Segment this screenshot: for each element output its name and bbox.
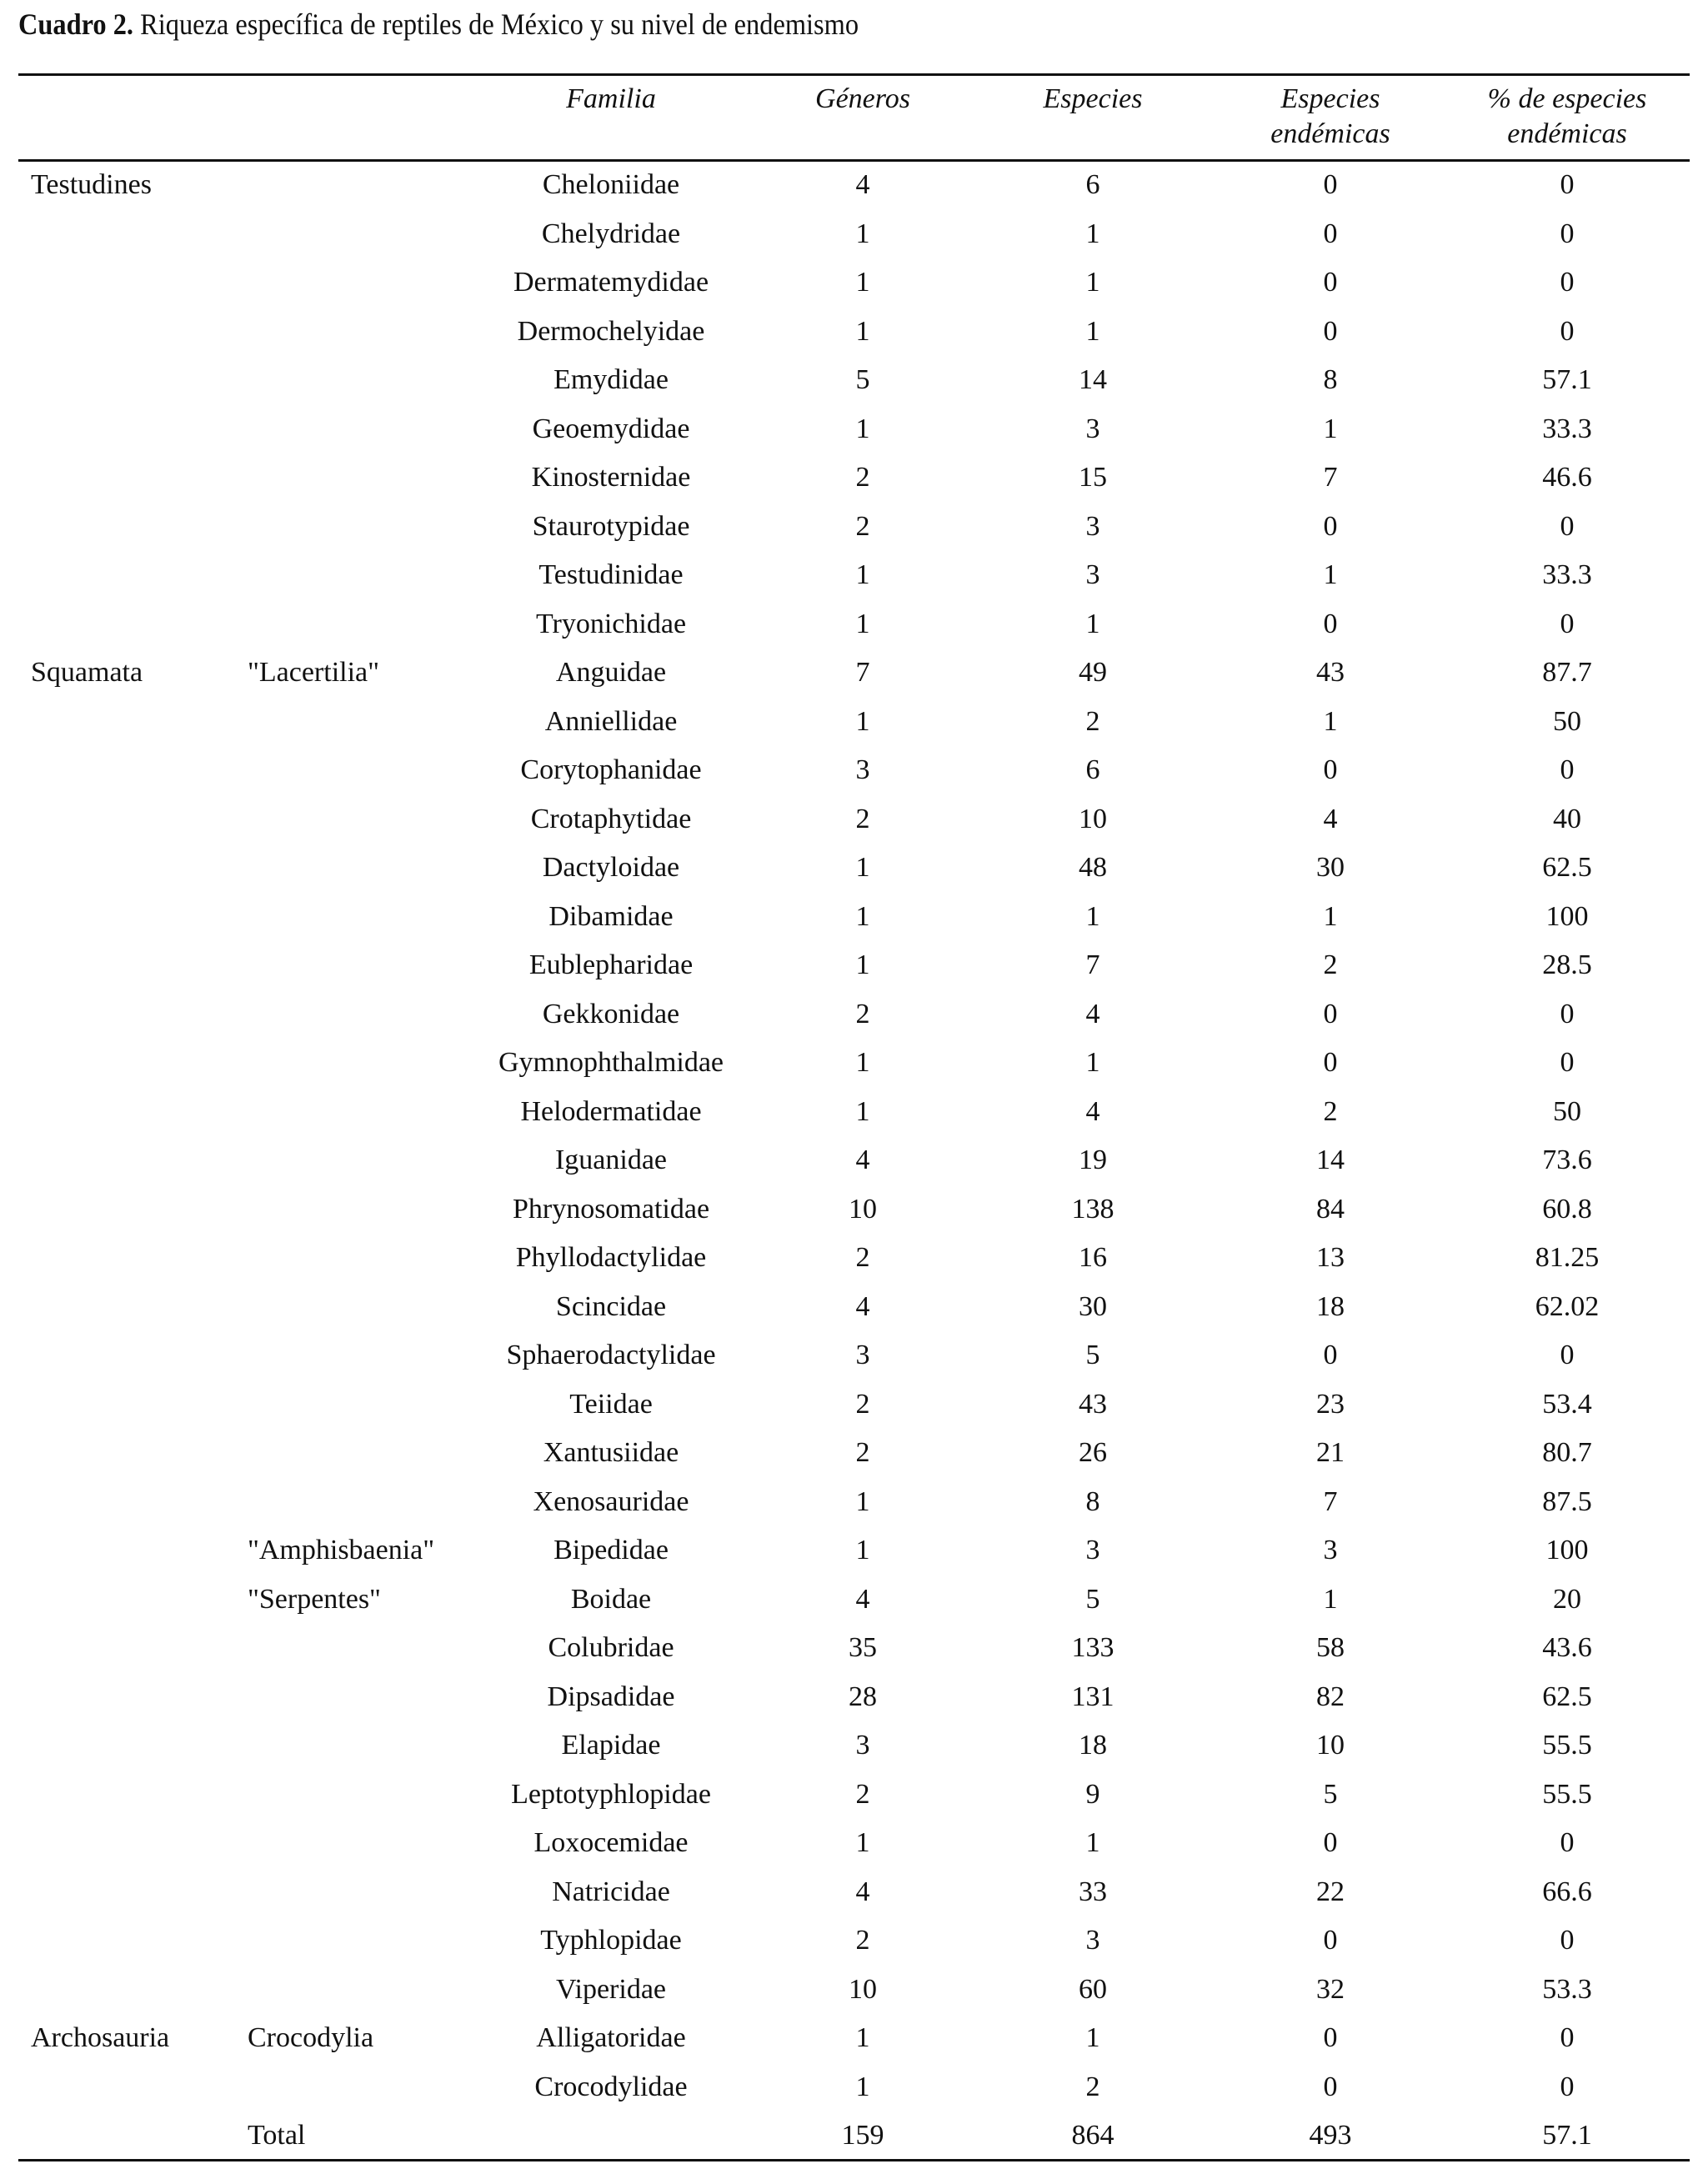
cell-especies: 9 bbox=[1085, 1778, 1100, 1810]
cell-generos: 1 bbox=[855, 2022, 870, 2053]
cell-endemicas: 22 bbox=[1316, 1876, 1345, 1907]
cell-generos: 1 bbox=[855, 608, 870, 639]
header-line: endémicas bbox=[1507, 118, 1627, 149]
cell-endemicas: 2 bbox=[1323, 1095, 1338, 1127]
cell-endemicas: 10 bbox=[1316, 1730, 1345, 1761]
cell-pct: 62.5 bbox=[1542, 852, 1592, 883]
cell-pct: 0 bbox=[1560, 1340, 1575, 1370]
header-line: Especies bbox=[1280, 83, 1380, 114]
cell-endemicas: 0 bbox=[1323, 315, 1338, 347]
cell-generos: 1 bbox=[855, 1535, 870, 1565]
cell-generos: 1 bbox=[855, 413, 870, 444]
header-line: % de especies bbox=[1487, 83, 1647, 114]
cell-especies: 16 bbox=[1079, 1242, 1107, 1273]
cell-pct: 28.5 bbox=[1542, 949, 1592, 980]
cell-pct: 33.3 bbox=[1542, 559, 1592, 590]
table-row bbox=[0, 698, 1708, 746]
cell-pct: 0 bbox=[1560, 218, 1575, 249]
top-rule bbox=[18, 73, 1690, 76]
cell-especies: 1 bbox=[1085, 267, 1100, 298]
table-row bbox=[0, 990, 1708, 1039]
table-row bbox=[0, 844, 1708, 892]
caption-text: Riqueza específica de reptiles de México y su nivel de endemismo bbox=[140, 8, 859, 41]
cell-familia: Leptotyphlopidae bbox=[511, 1778, 711, 1810]
cell-familia: Xantusiidae bbox=[543, 1437, 679, 1468]
cell-pct: 55.5 bbox=[1542, 1730, 1592, 1761]
cell-endemicas: 18 bbox=[1316, 1290, 1345, 1322]
table-row bbox=[0, 1234, 1708, 1282]
table-row bbox=[0, 1429, 1708, 1477]
table-row bbox=[0, 210, 1708, 258]
cell-especies: 864 bbox=[1071, 2120, 1114, 2151]
cell-familia: Staurotypidae bbox=[532, 510, 690, 542]
cell-endemicas: 7 bbox=[1323, 462, 1338, 493]
cell-pct: 43.6 bbox=[1542, 1632, 1592, 1663]
cell-generos: 1 bbox=[855, 218, 870, 249]
cell-pct: 0 bbox=[1560, 2071, 1575, 2102]
bottom-rule bbox=[18, 2159, 1690, 2161]
cell-especies: 3 bbox=[1085, 413, 1100, 444]
cell-generos: 2 bbox=[855, 1388, 870, 1420]
cell-sub: Total bbox=[248, 2120, 306, 2151]
cell-especies: 138 bbox=[1071, 1193, 1114, 1225]
cell-endemicas: 2 bbox=[1323, 949, 1338, 980]
cell-generos: 28 bbox=[849, 1681, 877, 1712]
cell-generos: 10 bbox=[849, 1973, 877, 2005]
cell-generos: 4 bbox=[855, 1876, 870, 1907]
header-line: endémicas bbox=[1270, 118, 1390, 149]
cell-endemicas: 1 bbox=[1323, 1583, 1338, 1615]
caption-label: Cuadro 2. bbox=[18, 8, 134, 41]
cell-especies: 10 bbox=[1079, 803, 1107, 834]
cell-endemicas: 3 bbox=[1323, 1535, 1338, 1565]
cell-especies: 3 bbox=[1085, 510, 1100, 542]
cell-especies: 3 bbox=[1085, 559, 1100, 590]
table-caption bbox=[18, 7, 859, 42]
cell-endemicas: 32 bbox=[1316, 1973, 1345, 2005]
table-row bbox=[0, 1673, 1708, 1721]
table-row bbox=[0, 2063, 1708, 2111]
cell-familia: Iguanidae bbox=[554, 1145, 668, 1175]
cell-familia: Kinosternidae bbox=[531, 462, 691, 493]
cell-endemicas: 5 bbox=[1323, 1778, 1338, 1810]
cell-pct: 0 bbox=[1560, 998, 1575, 1029]
cell-familia: Geoemydidae bbox=[532, 413, 690, 444]
cell-pct: 57.1 bbox=[1542, 364, 1592, 395]
cell-pct: 87.7 bbox=[1542, 657, 1592, 688]
cell-especies: 26 bbox=[1079, 1437, 1107, 1468]
table-row bbox=[0, 1526, 1708, 1575]
cell-especies: 1 bbox=[1085, 1827, 1100, 1858]
cell-especies: 1 bbox=[1085, 2022, 1100, 2053]
table-row bbox=[0, 600, 1708, 649]
header-familia: Familia bbox=[566, 83, 656, 114]
cell-familia: Chelydridae bbox=[541, 218, 681, 249]
cell-familia: Xenosauridae bbox=[533, 1485, 689, 1517]
cell-generos: 2 bbox=[855, 1437, 870, 1468]
cell-endemicas: 0 bbox=[1323, 169, 1338, 200]
cell-especies: 1 bbox=[1085, 1047, 1100, 1078]
cell-familia: Phyllodactylidae bbox=[515, 1242, 707, 1273]
cell-pct: 53.4 bbox=[1542, 1388, 1592, 1420]
cell-generos: 1 bbox=[855, 2071, 870, 2102]
cell-generos: 1 bbox=[855, 1047, 870, 1078]
cell-especies: 49 bbox=[1079, 657, 1107, 688]
cell-sub: Crocodylia bbox=[248, 2022, 374, 2053]
table-row bbox=[0, 1185, 1708, 1234]
cell-generos: 4 bbox=[855, 1583, 870, 1615]
table-row bbox=[0, 503, 1708, 551]
cell-endemicas: 14 bbox=[1316, 1145, 1345, 1175]
cell-endemicas: 0 bbox=[1323, 608, 1338, 639]
cell-endemicas: 0 bbox=[1323, 1047, 1338, 1078]
table-row bbox=[0, 453, 1708, 502]
cell-familia: Bipedidae bbox=[553, 1535, 669, 1565]
cell-generos: 35 bbox=[849, 1632, 877, 1663]
cell-familia: Dermatemydidae bbox=[513, 267, 709, 298]
cell-generos: 7 bbox=[855, 657, 870, 688]
table-row bbox=[0, 795, 1708, 844]
table-row bbox=[0, 1771, 1708, 1819]
cell-familia: Teiidae bbox=[569, 1388, 653, 1420]
cell-especies: 2 bbox=[1085, 705, 1100, 737]
cell-familia: Viperidae bbox=[556, 1973, 666, 2005]
cell-pct: 0 bbox=[1560, 1827, 1575, 1858]
table-row bbox=[0, 405, 1708, 453]
cell-endemicas: 43 bbox=[1316, 657, 1345, 688]
cell-especies: 6 bbox=[1085, 754, 1100, 785]
cell-especies: 1 bbox=[1085, 608, 1100, 639]
cell-pct: 62.5 bbox=[1542, 1681, 1592, 1712]
table-row bbox=[0, 1331, 1708, 1380]
cell-especies: 4 bbox=[1085, 998, 1100, 1029]
cell-familia: Boidae bbox=[570, 1583, 652, 1615]
header-generos: Géneros bbox=[815, 83, 910, 114]
cell-generos: 2 bbox=[855, 462, 870, 493]
cell-familia: Anniellidae bbox=[544, 705, 678, 737]
cell-pct: 0 bbox=[1560, 608, 1575, 639]
cell-endemicas: 0 bbox=[1323, 1827, 1338, 1858]
cell-generos: 2 bbox=[855, 1925, 870, 1956]
cell-pct: 80.7 bbox=[1542, 1437, 1592, 1468]
table-row bbox=[0, 1283, 1708, 1331]
cell-familia: Corytophanidae bbox=[520, 754, 702, 785]
cell-familia: Alligatoridae bbox=[536, 2022, 686, 2053]
cell-pct: 0 bbox=[1560, 315, 1575, 347]
header-pct-endemicas bbox=[1488, 82, 1647, 152]
cell-familia: Dactyloidae bbox=[542, 852, 680, 883]
cell-order: Archosauria bbox=[31, 2022, 170, 2053]
cell-pct: 81.25 bbox=[1535, 1242, 1600, 1273]
cell-especies: 5 bbox=[1085, 1583, 1100, 1615]
cell-generos: 3 bbox=[855, 1340, 870, 1370]
cell-familia: Anguidae bbox=[555, 657, 667, 688]
cell-endemicas: 1 bbox=[1323, 900, 1338, 932]
cell-especies: 131 bbox=[1071, 1681, 1114, 1712]
cell-familia: Crotaphytidae bbox=[530, 803, 692, 834]
cell-generos: 1 bbox=[855, 559, 870, 590]
table-row bbox=[0, 941, 1708, 989]
cell-generos: 2 bbox=[855, 1242, 870, 1273]
cell-pct: 62.02 bbox=[1535, 1290, 1600, 1322]
cell-endemicas: 8 bbox=[1323, 364, 1338, 395]
cell-pct: 0 bbox=[1560, 1925, 1575, 1956]
cell-pct: 100 bbox=[1545, 1535, 1589, 1565]
cell-endemicas: 0 bbox=[1323, 218, 1338, 249]
cell-generos: 2 bbox=[855, 1778, 870, 1810]
cell-sub: "Amphisbaenia" bbox=[248, 1535, 435, 1565]
cell-pct: 46.6 bbox=[1542, 462, 1592, 493]
cell-endemicas: 0 bbox=[1323, 754, 1338, 785]
cell-pct: 87.5 bbox=[1542, 1485, 1592, 1517]
cell-generos: 4 bbox=[855, 1145, 870, 1175]
cell-order: Testudines bbox=[31, 169, 152, 200]
cell-pct: 0 bbox=[1560, 510, 1575, 542]
cell-pct: 20 bbox=[1553, 1583, 1581, 1615]
cell-endemicas: 30 bbox=[1316, 852, 1345, 883]
cell-especies: 4 bbox=[1085, 1095, 1100, 1127]
table-row bbox=[0, 1380, 1708, 1429]
cell-especies: 7 bbox=[1085, 949, 1100, 980]
cell-familia: Eublepharidae bbox=[528, 949, 694, 980]
cell-generos: 1 bbox=[855, 267, 870, 298]
cell-sub: "Lacertilia" bbox=[248, 657, 379, 688]
cell-familia: Cheloniidae bbox=[542, 169, 680, 200]
cell-generos: 2 bbox=[855, 998, 870, 1029]
cell-familia: Natricidae bbox=[552, 1876, 670, 1907]
cell-pct: 55.5 bbox=[1542, 1778, 1592, 1810]
cell-familia: Scincidae bbox=[555, 1290, 667, 1322]
cell-pct: 60.8 bbox=[1542, 1193, 1592, 1225]
cell-pct: 0 bbox=[1560, 1047, 1575, 1078]
cell-familia: Colubridae bbox=[548, 1632, 674, 1663]
cell-familia: Helodermatidae bbox=[520, 1095, 702, 1127]
cell-familia: Testudinidae bbox=[538, 559, 684, 590]
table-row bbox=[0, 2014, 1708, 2062]
table-row bbox=[0, 1039, 1708, 1087]
cell-familia: Gymnophthalmidae bbox=[498, 1047, 724, 1078]
cell-especies: 3 bbox=[1085, 1535, 1100, 1565]
cell-endemicas: 7 bbox=[1323, 1485, 1338, 1517]
cell-endemicas: 0 bbox=[1323, 1340, 1338, 1370]
cell-generos: 1 bbox=[855, 949, 870, 980]
cell-familia: Loxocemidae bbox=[533, 1827, 689, 1858]
cell-especies: 60 bbox=[1079, 1973, 1107, 2005]
table-row bbox=[0, 308, 1708, 356]
cell-pct: 0 bbox=[1560, 2022, 1575, 2053]
table-row bbox=[0, 258, 1708, 307]
cell-endemicas: 1 bbox=[1323, 705, 1338, 737]
cell-especies: 30 bbox=[1079, 1290, 1107, 1322]
cell-generos: 1 bbox=[855, 315, 870, 347]
cell-familia: Elapidae bbox=[561, 1730, 661, 1761]
cell-endemicas: 0 bbox=[1323, 1925, 1338, 1956]
cell-generos: 1 bbox=[855, 900, 870, 932]
cell-pct: 0 bbox=[1560, 169, 1575, 200]
table-row bbox=[0, 1721, 1708, 1770]
cell-endemicas: 84 bbox=[1316, 1193, 1345, 1225]
cell-endemicas: 493 bbox=[1309, 2120, 1352, 2151]
cell-especies: 18 bbox=[1079, 1730, 1107, 1761]
cell-familia: Gekkonidae bbox=[542, 998, 680, 1029]
cell-familia: Typhlopidae bbox=[540, 1925, 682, 1956]
cell-generos: 2 bbox=[855, 510, 870, 542]
cell-endemicas: 21 bbox=[1316, 1437, 1345, 1468]
cell-pct: 0 bbox=[1560, 754, 1575, 785]
cell-generos: 1 bbox=[855, 1095, 870, 1127]
cell-familia: Tryonichidae bbox=[535, 608, 687, 639]
table-row bbox=[0, 1478, 1708, 1526]
cell-generos: 4 bbox=[855, 1290, 870, 1322]
table-row bbox=[0, 2111, 1708, 2160]
cell-generos: 4 bbox=[855, 169, 870, 200]
table-row bbox=[0, 1575, 1708, 1624]
cell-generos: 2 bbox=[855, 803, 870, 834]
table-row bbox=[0, 551, 1708, 599]
cell-endemicas: 4 bbox=[1323, 803, 1338, 834]
cell-order: Squamata bbox=[31, 657, 143, 688]
header-especies: Especies bbox=[1043, 83, 1143, 114]
cell-endemicas: 0 bbox=[1323, 267, 1338, 298]
cell-pct: 66.6 bbox=[1542, 1876, 1592, 1907]
cell-especies: 2 bbox=[1085, 2071, 1100, 2102]
cell-endemicas: 0 bbox=[1323, 998, 1338, 1029]
cell-endemicas: 1 bbox=[1323, 413, 1338, 444]
cell-pct: 100 bbox=[1545, 900, 1589, 932]
cell-especies: 6 bbox=[1085, 169, 1100, 200]
table-row bbox=[0, 1868, 1708, 1916]
table-row bbox=[0, 1088, 1708, 1136]
cell-especies: 1 bbox=[1085, 218, 1100, 249]
cell-pct: 40 bbox=[1553, 803, 1581, 834]
table-row bbox=[0, 1819, 1708, 1867]
cell-pct: 57.1 bbox=[1542, 2120, 1592, 2151]
cell-generos: 10 bbox=[849, 1193, 877, 1225]
cell-endemicas: 82 bbox=[1316, 1681, 1345, 1712]
cell-pct: 73.6 bbox=[1542, 1145, 1592, 1175]
cell-generos: 5 bbox=[855, 364, 870, 395]
table-row bbox=[0, 893, 1708, 941]
cell-familia: Phrynosomatidae bbox=[512, 1193, 710, 1225]
cell-generos: 3 bbox=[855, 754, 870, 785]
cell-especies: 33 bbox=[1079, 1876, 1107, 1907]
cell-familia: Crocodylidae bbox=[534, 2071, 688, 2102]
table-row bbox=[0, 1966, 1708, 2014]
table-row bbox=[0, 649, 1708, 697]
cell-pct: 53.3 bbox=[1542, 1973, 1592, 2005]
header-especies-endemicas bbox=[1270, 82, 1390, 152]
cell-especies: 15 bbox=[1079, 462, 1107, 493]
cell-pct: 0 bbox=[1560, 267, 1575, 298]
cell-especies: 133 bbox=[1071, 1632, 1114, 1663]
cell-endemicas: 58 bbox=[1316, 1632, 1345, 1663]
cell-generos: 3 bbox=[855, 1730, 870, 1761]
cell-endemicas: 0 bbox=[1323, 2022, 1338, 2053]
cell-especies: 3 bbox=[1085, 1925, 1100, 1956]
cell-endemicas: 23 bbox=[1316, 1388, 1345, 1420]
table-row bbox=[0, 161, 1708, 209]
table-row bbox=[0, 1624, 1708, 1672]
cell-generos: 159 bbox=[841, 2120, 884, 2151]
cell-especies: 8 bbox=[1085, 1485, 1100, 1517]
cell-familia: Emydidae bbox=[553, 364, 669, 395]
cell-especies: 48 bbox=[1079, 852, 1107, 883]
table-row bbox=[0, 1916, 1708, 1965]
cell-generos: 1 bbox=[855, 1827, 870, 1858]
cell-endemicas: 0 bbox=[1323, 2071, 1338, 2102]
cell-especies: 1 bbox=[1085, 315, 1100, 347]
cell-especies: 1 bbox=[1085, 900, 1100, 932]
cell-endemicas: 13 bbox=[1316, 1242, 1345, 1273]
cell-pct: 33.3 bbox=[1542, 413, 1592, 444]
cell-sub: "Serpentes" bbox=[248, 1583, 381, 1615]
cell-especies: 14 bbox=[1079, 364, 1107, 395]
table-row bbox=[0, 356, 1708, 404]
cell-especies: 43 bbox=[1079, 1388, 1107, 1420]
cell-familia: Dermochelyidae bbox=[517, 315, 705, 347]
cell-familia: Dibamidae bbox=[548, 900, 674, 932]
cell-endemicas: 1 bbox=[1323, 559, 1338, 590]
cell-endemicas: 0 bbox=[1323, 510, 1338, 542]
cell-familia: Sphaerodactylidae bbox=[506, 1340, 716, 1370]
table-row bbox=[0, 746, 1708, 794]
cell-pct: 50 bbox=[1553, 705, 1581, 737]
cell-especies: 5 bbox=[1085, 1340, 1100, 1370]
cell-pct: 50 bbox=[1553, 1095, 1581, 1127]
cell-familia: Dipsadidae bbox=[547, 1681, 675, 1712]
cell-generos: 1 bbox=[855, 1485, 870, 1517]
cell-generos: 1 bbox=[855, 705, 870, 737]
cell-generos: 1 bbox=[855, 852, 870, 883]
cell-especies: 19 bbox=[1079, 1145, 1107, 1175]
table-row bbox=[0, 1136, 1708, 1185]
